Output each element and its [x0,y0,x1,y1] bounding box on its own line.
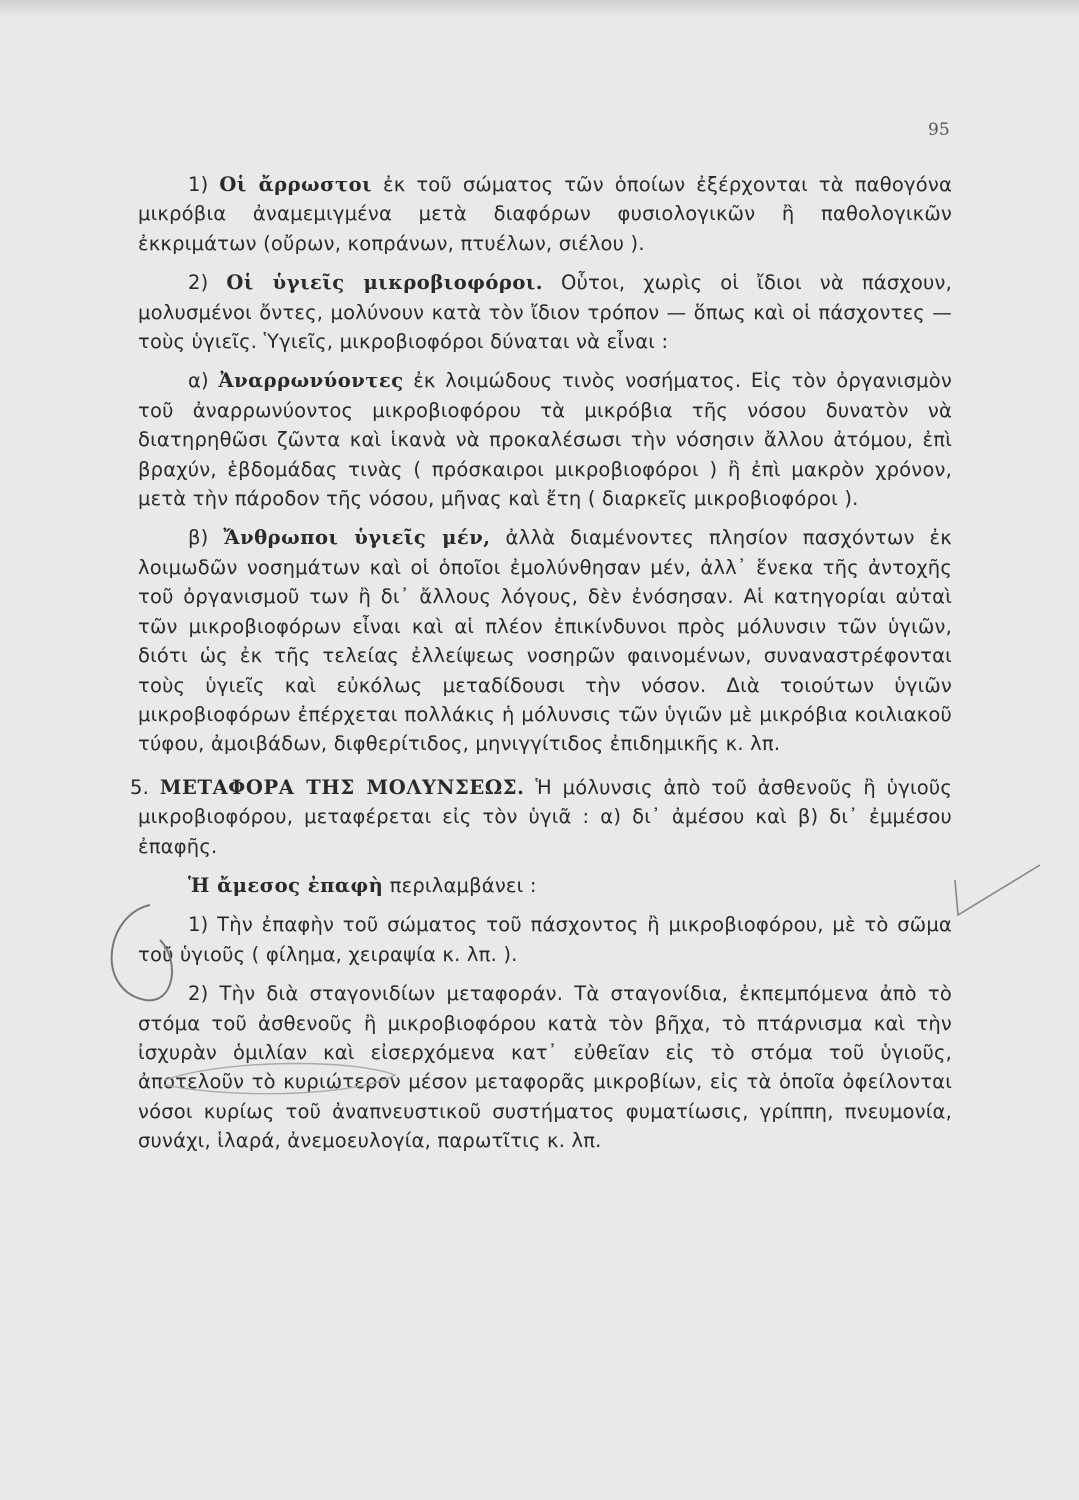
item-number: 1) [188,173,209,196]
term-convalescents: Ἀναρρωνύοντες [218,369,404,393]
item-letter: α) [188,369,209,393]
pencil-check-mark [955,865,1040,915]
term-sick-persons: Οἱ ἄρρωστοι [219,173,373,196]
paragraph-healthy-carriers [138,268,952,356]
paragraph-healthy-people [138,523,952,758]
paragraph-direct-contact [138,871,952,900]
paragraph-text: Οὗτοι, χωρὶς οἱ ἴδιοι νὰ πάσχουν, μολυσμένοι ὄντες, μολύνουν κατὰ τὸν ἴδιον τρόπον — ὅπως καὶ οἱ πάσχοντες — τοὺς ὑγιεῖς. Ὑγιεῖς, μικροβιοφόροι δύναται νὰ εἶναι : [138,271,952,354]
paragraph-convalescents [138,366,952,513]
term-direct-contact: Ἡ ἄμεσος ἐπαφὴ [188,873,384,897]
item-number: 1) [188,913,209,937]
paragraph-text: περιλαμβάνει : [389,873,537,897]
page-number: 95 [928,120,950,140]
item-number: 2) [188,271,209,295]
section-number: 5. [130,775,150,799]
section-heading: ΜΕΤΑΦΟΡΑ ΤΗΣ ΜΟΛΥΝΣΕΩΣ. [159,775,525,799]
paragraph-text: Τὴν ἐπαφὴν τοῦ σώματος τοῦ πάσχοντος ἢ μικροβιοφόρου, μὲ τὸ σῶμα τοῦ ὑγιοῦς ( φίλημα, χειραψία κ. λπ. ). [138,913,952,966]
paragraph-text: ἀλλὰ διαμένοντες πλησίον πασχόντων ἐκ λοιμωδῶν νοσημάτων καὶ οἱ ὁποῖοι ἐμολύνθησαν μέν, ἀλλ᾽ ἕνεκα τῆς ἀντοχῆς τοῦ ὀργανισμοῦ των ἢ δι᾽ ἄλλους λόγους, δὲν ἐνόσησαν. Αἱ κατηγορίαι αὐταὶ τῶν μικροβιοφόρων εἶναι καὶ αἱ πλέον ἐπικίνδυνοι πρὸς μόλυνσιν τῶν ὑγιῶν, διότι ὡς ἐκ τῆς τελείας ἐλλείψεως νοσηρῶν φαινομένων, συναναστρέφονται τοὺς ὑγιεῖς καὶ εὐκόλως μεταδίδουσι τὴν νόσον. Διὰ τοιούτων ὑγιῶν μικροβιοφόρων ἐπέρχεται πολλάκις ἡ μόλυνσις τῶν ὑγιῶν μὲ μικρόβια κοιλιακοῦ τύφου, ἀμοιβάδων, διφθερίτιδος, μηνιγγίτιδος ἐπιδημικῆς κ. λπ. [138,526,952,756]
paragraph-text: ἐκ λοιμώδους τινὸς νοσήματος. Εἰς τὸν ὀργανισμὸν τοῦ ἀναρρωνύοντος μικροβιοφόρου τὰ μικρόβια τῆς νόσου δυνατὸν νὰ διατηρηθῶσι ζῶντα καὶ ἱκανὰ νὰ προκαλέσωσι τὴν νόσησιν ἄλλου ἀτόμου, ἐπὶ βραχύν, ἑβδομάδας τινὰς ( πρόσκαιροι μικροβιοφόροι ) ἢ ἐπὶ μακρὸν χρόνον, μετὰ τὴν πάροδον τῆς νόσου, μῆνας καὶ ἔτη ( διαρκεῖς μικροβιοφόροι ). [138,369,952,511]
term-healthy-carriers: Οἱ ὑγιεῖς μικροβιοφόροι. [226,271,544,295]
paragraph-text: Τὴν διὰ σταγονιδίων μεταφοράν. Τὰ σταγονίδια, ἐκπεμπόμενα ἀπὸ τὸ στόμα τοῦ ἀσθενοῦς ἢ μικροβιοφόρου κατὰ τὸν βῆχα, τὸ πτάρνισμα καὶ τὴν ἰσχυρὰν ὁμιλίαν καὶ εἰσερχόμενα κατ᾽ εὐθεῖαν εἰς τὸ στόμα τοῦ ὑγιοῦς, ἀποτελοῦν τὸ κυριώτερον μέσον μεταφορᾶς μικροβίων, εἰς τὰ ὁποῖα ὀφείλονται νόσοι κυρίως τοῦ ἀναπνευστικοῦ συστήματος φυματίωσις, γρίππη, πνευμονία, συνάχι, ἱλαρά, ἀνεμοευλογία, παρωτῖτις κ. λπ. [138,982,952,1153]
page-body [130,170,952,1166]
paragraph-sick-persons [138,170,952,258]
section-transmission [130,773,952,861]
item-number: 2) [188,982,209,1006]
paragraph-text: Ἡ μόλυνσις ἀπὸ τοῦ ἀσθενοῦς ἢ ὑγιοῦς μικροβιοφόρου, μεταφέρεται εἰς τὸν ὑγιᾶ : α) δι᾽ ἀμέσου καὶ β) δι᾽ ἐμμέσου ἐπαφῆς. [138,775,952,858]
paragraph-droplets [138,979,952,1155]
term-healthy-people: Ἄνθρωποι ὑγιεῖς μέν, [223,526,491,550]
paragraph-body-contact [138,910,952,969]
item-letter: β) [188,526,209,550]
paragraph-text: ἐκ τοῦ σώματος τῶν ὁποίων ἐξέρχονται τὰ παθογόνα μικρόβια ἀναμεμιγμένα μετὰ διαφόρων φυσιολογικῶν ἢ παθολογικῶν ἐκκριμάτων (οὔρων, κοπράνων, πτυέλων, σιέλου ). [138,173,952,255]
